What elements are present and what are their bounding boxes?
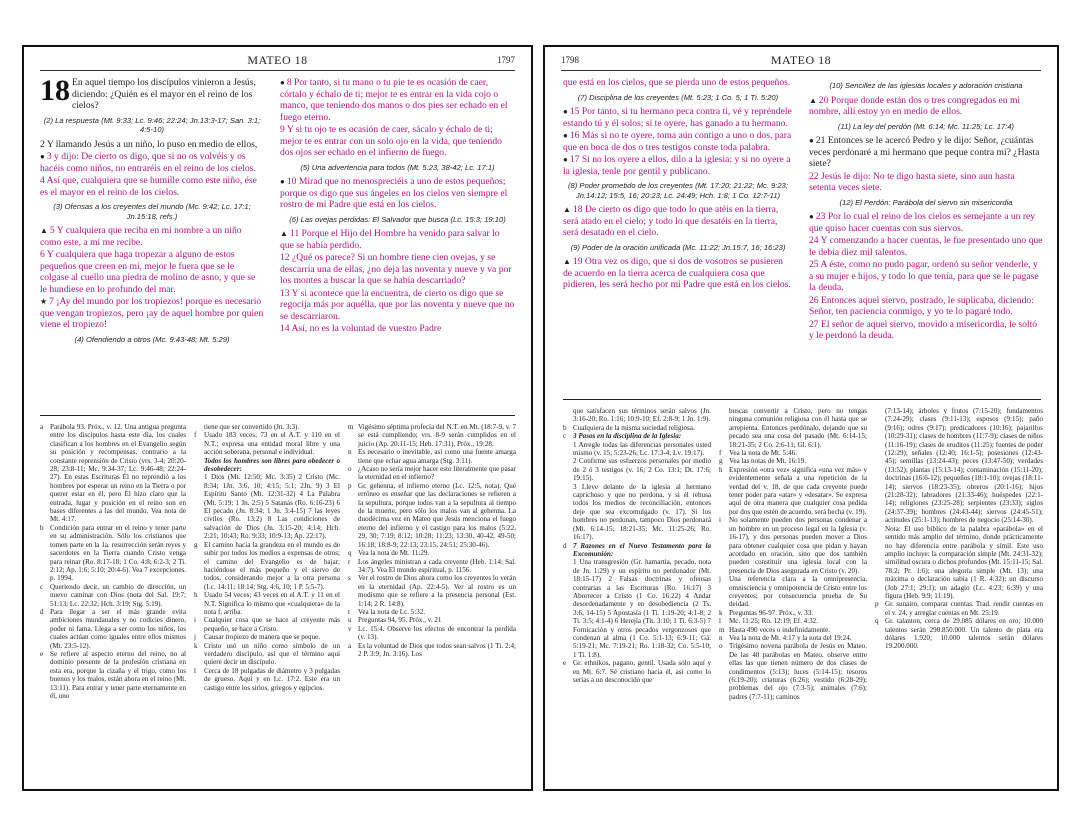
footnote [875,525,1043,601]
notes-separator [40,415,515,416]
verse [563,77,793,89]
footnote [40,650,186,700]
book-chapter-title: MATEO 18 [247,53,308,67]
footnote-text: Queriendo decir, un cambio de dirección, un nuevo caminar con Dios (nota del Sal. 19:7; 51:13; Lc. 22:32; Hch. 3:19; Stg. 5:19). [50,582,186,608]
footnote [719,575,867,609]
section-heading: (2) La respuesta (Mt. 9:33; Lc. 9:46; 22:24; Jn.13:3-17; San. 3:1; 4:5-10) [43,115,261,134]
footnote-text: Parábola 93. Próx., v. 12. Una antigua pregunta entre los discípulos hasta este día, los cuales clasifican a los hombres en el Evangelio según su posición y recompensas, contrario a la constante reprensión de Cristo (vrs. 3-4; 20:20-28; 23:8-11; Mc. 9:34-37; Lc. 9:46-48; 22:24-27). En estas Escrituras Él no reprendió a los hombres por esperar un reino en la Tierra o por querer estar en él, pero Él hizo claro que la entrada, lugar y posición en el reino son en bases diferentes a las del mundo. Vea nota de Mt. 4:17. [50,423,186,524]
footnote-text: que satisfacen sus términos serán salvos (Jn. 3:16-20; Ro. 1:16; 10:9-10; Ef. 2:8-9; 1 Jn. 1:9). [573,407,711,424]
verse [809,95,1043,118]
verse [809,235,1043,258]
footnote [719,457,867,465]
footnote-letter: o [719,642,723,651]
footnote-text: Vea la nota de Mt. 11:29. [358,549,430,558]
footnote-text: ¿Acaso no sería mejor hacer esto literalmente que pasar la eternidad en el infierno? [358,465,516,482]
footnote-letter: q [875,617,879,626]
footnote-letter: f [194,431,197,440]
footnote-letter: e [563,659,567,668]
verse [563,106,793,129]
verse [563,154,793,177]
footnote [563,659,711,684]
footnote-text: El camino hacia la grandeza en el mundo es de subir por todos los medios a expensas de otros; el camino del Evangelio es de bajar; haciéndose el más pequeño y el siervo de todos, considerando mejor a la otra persona (Lc. 14:11; 18:14; Stg. 4:6, 10; 1 P. 5:5-7). [204,540,340,591]
section-heading: (7) Disciplina de los creyentes (Mt. 5:23; 1 Co. 5; 1 Ti. 5:20) [577,92,779,102]
footnote [563,542,711,559]
footnote-text: Los ángeles ministran a cada creyente (Heb. 1:14; Sal. 34:7). Vea El mundo espiritual, p. 1156. [358,557,516,574]
footnote-text: Gr. talanton, cerca de 29.085 dólares en oro; 10.000 talentos serán 290.850.000. Un talento de plata era dólares 1.920; 10.000 talentos serán dólares 19.200.000. [885,617,1043,651]
text-column-1 [40,77,264,409]
footnote-text: Gr. sunairo, comparar cuentas. Trad. rendir cuentas en el v. 24, y arreglar cuentas en Mt. 25:19. [885,600,1043,617]
footnote [719,449,867,457]
verse [280,228,515,251]
verse-text: 19 Otra vez os digo, que si dos de vosotros se pusieren de acuerdo en la tierra acerca de cualquiera cosa que pidieren, les será hecho por mi Padre que está en los cielos. [563,256,791,290]
page-header [40,53,515,69]
verse [563,204,793,239]
section-heading: (6) Las ovejas perdidas: El Salvador que busca (Lc. 15:3; 19:10) [289,214,506,224]
verse [809,259,1043,294]
verse-text: 11 Porque el Hijo del Hombre ha venido para salvar lo que se había perdido. [280,228,500,251]
footnote-letter: d [563,541,567,550]
footnote [719,626,867,634]
verse [809,295,1043,318]
verse [40,296,264,331]
footnote-text: Hasta 490 veces o indefinidamente. [729,625,831,634]
footnote [194,591,340,616]
verse-marker-icon: ● [563,131,568,140]
footnote-letter: i [194,616,196,625]
verse-text: 24 Y comenzando a hacer cuentas, le fue presentado uno que le debía diez mil talentos. [809,235,1043,258]
footnote-letter: h [719,465,723,474]
notes-separator [563,399,1041,400]
footnote-letter: v [348,624,352,633]
verse-text: 27 El señor de aquel siervo, movido a misericordia, le soltó y le perdonó la deuda. [809,318,1038,341]
verse-text: 23 Por lo cual el reino de los cielos es semejante a un rey que quiso hacer cuentas con sus siervos. [809,211,1036,234]
text-column-2 [280,77,515,409]
footnote-text: Vea la nota de Lc. 5:32. [358,607,426,616]
verse-marker-icon: ★ [40,297,48,306]
footnote [348,642,516,659]
footnote [194,541,340,591]
footnote-text: Vea las notas de Mt. 16:19. [729,457,807,466]
footnote-letter: k [719,608,723,617]
footnote-text: 1 Dios (Mt. 12:50; Mc. 3:35) 2 Cristo (Mc. 8:34; 1Jn. 3:6, 10; 4:15; 5:1; 2Jn. 9) 3 El Espíritu Santo (Mt. 12:31-32) 4 La Palabra (Mt. 5:19; 1 Jn. 2:5) 5 Satanás (Ro. 6:16-23) 6 El pecado (Jn. 8:34; 1 Jn. 3:4-15) 7 las leyes civiles (Ro. 13:2) 8 Las condiciones de salvación de Dios (Jn. 3:15-20; 4:14; Hch. 2:21; 10:43; Ro. 9:33; 10:9-13; Ap. 22:17). [204,473,340,541]
footnote [348,549,516,557]
footnote [875,600,1043,617]
verse-marker-icon: ● [809,136,814,145]
header-rule [40,70,515,71]
verse [809,319,1043,342]
footnote-text: Vea la nota de Mt. 5:46. [729,449,797,458]
footnote-letter: a [348,641,352,650]
verse-text: 21 Entonces se le acercó Pedro y le dijo: Señor, ¿cuántas veces perdonaré a mi hermano que peque contra mí? ¿Hasta siete? [809,135,1040,169]
verse-text: que está en los cielos, que se pierda uno de estos pequeños. [563,77,791,88]
footnote-letter: f [719,449,722,458]
footnote-text: Es la voluntad de Dios que todos sean salvos (1 Ti. 2:4; 2 P. 3:9; Jn. 3:16). Los [358,641,516,658]
verse-text: 10 Mirad que no menospreciéis a uno de estos pequeños; porque os digo que sus ángeles en los cielos ven siempre el rostro de mi Padre que está en los cielos. [280,176,508,210]
verse-text: 22 Jesús le dijo: No te digo hasta siete, sino aun hasta setenta veces siete. [809,170,1015,193]
verse [280,77,515,123]
footnote [563,558,711,659]
verse-text: 20 Porque donde están dos o tres congregados en mi nombre, allí estoy yo en medio de ellos. [809,94,1021,117]
book-chapter-title: MATEO 18 [770,53,832,67]
footnote [194,457,340,474]
footnote [719,407,867,449]
footnote-letter: p [875,600,879,609]
verse-marker-icon: ▲ [40,226,48,235]
footnote [194,473,340,540]
verse [280,323,515,335]
footnote-text: Cristo usó un niño como símbolo de un verdadero discípulo, así que el término aquí quiere decir un discípulo. [204,641,340,667]
verse-text: 5 Y cualquiera que reciba en mi nombre a un niño como este, a mí me recibe. [40,225,242,248]
footnote [348,558,516,575]
section-heading: (12) El Perdón: Parábola del siervo sin misericordia [839,197,1013,207]
verse-marker-icon: ▲ [280,229,288,238]
verse-text: 17 Si no los oyere a ellos, dilo a la iglesia; y si no oyere a la iglesia, tenle por gentil y publicano. [563,154,791,177]
footnote-text: Preguntas 94, 95. Próx., v. 21 [358,616,442,625]
footnote-letter: m [719,625,725,634]
footnote-text: Vea la nota de Mt. 4:17 y la nota del 19:24. [729,633,852,642]
footnote-letter: p [348,481,352,490]
footnote-text: Mc. 11:25; Ro. 12:19; Ef. 4:32. [729,617,818,626]
footnote [348,608,516,616]
footnote-letter: r [348,557,351,566]
footnote-letter: l [719,617,721,626]
verse [809,135,1043,170]
footnote [348,448,516,465]
footnote [563,407,711,424]
page-header [561,53,1041,69]
verse [40,175,264,198]
verse [280,124,515,159]
verse-text: 26 Entonces aquel siervo, postrado, le suplicaba, diciendo: Señor, ten paciencia conmigo, y yo te lo pagaré todo. [809,294,1034,317]
verse-text: 2 Y llamando Jesús a un niño, lo puso en medio de ellos, [40,138,258,150]
footnote [563,483,711,542]
notes-column-1 [40,423,186,783]
footnote [719,634,867,642]
footnote-text: Condición para entrar en el reino y tener parte en su administración. Sólo los cristianos que tomen parte en la 1a. resurrección serán reyes y sacerdotes en la Tierra cuando Cristo venga para reinar (Ro. 8:17-18; 1 Co. 4:8; 6:2-3; 2 Ti. 2:12; Ap. 1:6; 5:10; 20:4-6). Vea 7 excepciones. p. 1994. [50,523,186,583]
footnote-text: Lc. 15:4. Observe los efectos de encontrar la perdida (v. 13). [358,624,516,642]
text-column-1 [563,77,793,393]
section-heading: (10) Sencillez de las iglesias locales y adoración cristiana [829,81,1023,90]
footnote-letter: n [348,448,352,457]
notes-column-2 [194,423,340,783]
notes-column-3 [348,423,516,783]
verse-text: 25 A éste, como no pudo pagar, ordenó su señor venderle, y a su mujer e hijos, y todo lo que tenía, para que se le pagase la deuda. [809,259,1039,293]
verse [40,225,264,248]
footnote [563,441,711,458]
footnote-text: 2 Confirme sus esfuerzos personales por medio de 2 ó 3 testigos (v. 16; 2 Co. 13:1; Dt. 17:6; 19:15). [573,457,711,483]
footnote-letter: a [40,423,44,431]
footnote [719,609,867,617]
section-heading: (3) Ofensas a los creyentes del mundo (Mc. 9:42; Lc. 17:1; Jn.15:18, refs.) [53,202,251,221]
footnote-letter: o [348,465,352,474]
footnote [40,583,186,608]
footnote-letter: j [719,575,721,584]
footnote [194,431,340,456]
footnote-text: Cerca de 18 pulgadas de diámetro y 3 pulgadas de grueso. Aquí y en Lc. 17:2. Este era un castigo entre los sirios, griegos y egipcios. [204,666,340,692]
footnote [194,633,340,641]
footnote [875,407,1043,525]
verse [280,252,515,287]
footnote-text: Causar tropiezo de manera que se peque. [204,633,321,642]
footnote [719,466,867,516]
footnote [194,423,340,431]
verse-marker-icon: ● [280,177,285,186]
footnote [719,516,867,575]
chapter-number: 18 [40,77,70,107]
footnote-text: Usado 54 veces; 43 veces en el A.T. y 11 en el N.T. Significa lo mismo que «cualquiera» de la nota f, arriba. [204,591,340,616]
verse-text: 9 Y si tu ojo te es ocasión de caer, sácalo y échalo de ti; mejor te es entrar con un solo ojo en la vida, que teniendo dos ojos ser echado en el infierno de fuego. [280,124,502,158]
footnote-letter: t [348,607,350,616]
footnote-letter: k [194,641,198,650]
footnote [40,423,186,524]
verse-text: 13 Y si acontece que la encuentra, de cierto os digo que se regocija más por aquélla, que por las noventa y nueve que no se descarriaron. [280,287,515,322]
footnote-text: Una referencia clara a la omnipresencia, omnisciencia y omnipotencia de Cristo entre los creyentes; por consecuencia prueba de Su deidad. [729,575,867,609]
verse-text: En aquel tiempo los discípulos vinieron a Jesús, diciendo: ¿Quién es el mayor en el reino de los cielos? [72,77,256,111]
footnote-text: Nota: El uso bíblico de la palabra «parábola» en el sentido más amplio del término, donde prácticamente no hay diferencia entre parábola y símil. Este uso amplio incluye: la comparación simple (Mt. 24:31-32); similitud oscura o dichos profundos (Mt. 15:11-15; Sal. 78:2; Pr. 1:6); una alegoría simple (Mt. 13); una máxima o declaración sabia (1 R. 4:32); un discurso (Job 27:1; 29:1); un adagio (Lc. 4:23; 6:39) y una figura (Heb. 9:9; 11:19). [885,524,1043,600]
footnote [348,625,516,642]
notes-column-2 [719,407,867,783]
section-heading: (9) Poder de la oración unificada (Mc. 11:22; Jn.15:7, 16; 16:23) [570,242,786,252]
footnote-letter: b [40,523,44,532]
verse [563,256,793,291]
footnote-letter: b [563,423,567,432]
right-page [543,45,1059,791]
verse [40,139,264,151]
footnote-text: Preguntas 96-97. Próx., v. 33. [729,608,814,617]
verse [40,249,264,295]
verse [563,130,793,153]
verse-text: 4 Así que, cualquiera que se humille como este niño, ése es el mayor en el reino de los cielos. [40,175,257,198]
footnote-text: 3 Lleve delante de la iglesia al hermano caprichoso y que no perdona, y si él rehusa todos los medios de reconciliación, entonces deje que sea excomulgado (v. 17). Si los hombres no perdonan, tampoco Dios perdonará (Mt. 6:14-15; 18:21-35; Mc. 11:25-26; Ro. 16:17). [573,482,711,542]
footnote-letter: c [40,582,44,591]
footnote [563,457,711,482]
footnote-letter: g [719,457,723,466]
verse-marker-icon: ● [809,212,814,221]
verse-marker-icon: ● [280,78,285,87]
footnote-letter: m [348,423,354,431]
footnote-text: 7 Razones en el Nuevo Testamento para la Excomunión: [573,541,711,558]
section-heading: (4) Ofendiendo a otros (Mc. 9:43-48; Mt. 5:29) [74,334,230,344]
verse-text: 18 De cierto os digo que todo lo que atéis en la tierra, será atado en el cielo; y todo lo que desatéis en la tierra, será desatado en el cielo. [563,204,779,238]
footnote-letter: s [348,574,351,583]
verse-marker-icon: ● [563,107,568,116]
verse-marker-icon: ▲ [563,257,571,266]
verse-text: 14 Así, no es la voluntad de vuestro Padre [280,323,442,334]
footnote-letter: d [40,607,44,616]
footnote-text: 1 Una transgresión (Gr. hamartia, pecado, nota de Jn. 1:29) y un espíritu no perdonador (Mt. 18:15-17) 2 Falsas doctrinas y ofensas contrarias a las Escrituras (Ro. 16:17) 3 Aborrecer a Cristo (1 Co. 16:22) 4 Andar desordenadamente y en desobediencia (2 Ts. 3:6, 14-15) 5 Apostasía (1 Ti. 1:19-20; 4:1-8; 2 Ti. 3:5; 4:1-4) 6 Herejía (Tit. 3:10; 1 Ti. 6:3-5) 7 Fornicación y otros pecados vergonzosos que condenan al alma (1 Co. 5:1-13; 6:9-11; Gá. 5:19-21; Mc. 7:19-21; Ro. 1:18-32; Co. 5:5-10; 1 Ti. 1:8). [573,558,711,659]
footnote [194,616,340,633]
footnote-text: Es necesario o inevitable, así como una fuente amarga tiene que echar agua amarga (Stg. 3:11). [358,448,516,465]
verse-marker-icon: ▲ [563,205,571,214]
footnote-text: Para llegar a ser el más grande evita ambiciones mundanales y no codicies dinero, poder ni fama. Llega a ser como los niños, los cuales actúan como iguales entre ellos mismos (Mt. 23:5-12). [50,607,186,650]
footnote-letter: e [40,649,44,658]
footnote [563,424,711,432]
verse-text: 8 Por tanto, si tu mano o tu pie te es ocasión de caer, córtalo y échalo de ti; mejor te es entrar en la vida cojo o manco, que teniendo dos manos o dos pies ser echado en el fuego eterno. [280,77,508,123]
footnote-text: 1 Arregle todas las diferencias personales usted mismo (v. 15; 5:23-26; Lc. 17:3-4; Lv. 19:17). [573,440,711,458]
verse [280,288,515,323]
footnote [194,642,340,667]
footnote [194,667,340,692]
footnote-text: Vigésimo séptima profecía del N.T. en Mt. (18:7-9, v. 7 se está cumpliendo; vrs. 8-9 serán cumplidos en el juicio (Ap. 20:11-15; Heb. 17:31). Próx., 19:28. [358,423,516,448]
footnote-letter: l [194,666,196,675]
footnote-letter: u [348,616,352,625]
footnote [719,642,867,701]
footnote [40,524,186,583]
left-page [22,45,533,791]
footnote-text: Gr. ethnikos, pagano, gentil. Usada sólo aquí y en Mt. 6:7. Sé cristiano hacia él, así como lo serías a un desconocido que [573,659,711,684]
footnote-letter: q [348,549,352,558]
footnote-text: Cualquiera de la misma sociedad religiosa. [573,423,695,432]
verse-text: 16 Más si no te oyere, toma aún contigo a uno o dos, para que en boca de dos o tres testigos conste toda palabra. [563,130,792,153]
footnote [348,616,516,624]
footnote-text: Se refiere al aspecto eterno del reino, no al dominio presente de la profesión cristiana en esta era, porque la cizaña y el trigo, como los buenos y los malos, están ahora en el reino (Mt. 13:11). Para entrar y tener parte eternamente en él, uno [50,649,186,700]
footnote-text: Usado 183 veces; 73 en el A.T. y 110 en el N.T.; expresa una entidad moral libre y una acción soberana, personal e individual. [204,431,340,457]
header-rule [561,70,1041,71]
notes-column-3 [875,407,1043,783]
verse [809,211,1043,234]
footnote-letter: h [194,591,198,600]
verse-marker-icon: ● [563,155,568,164]
footnote [40,608,186,650]
footnote-text: Ver el rostro de Dios ahora como los creyentes lo verán en la eternidad (Ap. 22:4-5). Ver al rostro es un modismo que se refiere a la presencia personal (Est. 1:14; 2 R. 14:8). [358,574,516,608]
footnote [719,617,867,625]
verse-text: 7 ¡Ay del mundo por los tropiezos! porque es necesario que vengan tropiezos, pero ¡ay de aquel hombre por quien viene el tropiezo! [40,296,264,330]
footnote [875,617,1043,651]
footnote-text: buscas convertir a Cristo, pero no tengas ninguna comunión religiosa con él hasta que se arrepienta. Entonces perdónalo, dejando que su pecado sea una cosa del pasado (Mt. 6:14-15; 18:21-35; 2 Co. 2:6-11; Gl. 6:1). [729,407,867,449]
page-number: 1798 [561,55,579,65]
section-heading: (11) La ley del perdón (Mt. 6:14; Mc. 11:25; Lc. 17:4) [837,121,1015,131]
verse-text: 6 Y cualquiera que haga tropezar a alguno de estos pequeños que creen en mí, mejor le fuera que se le colgase al cuello una piedra de molino de asno, y que se le hundiese en lo profundo del mar. [40,249,256,295]
footnote-text: Cualquier cosa que se hace al creyente más pequeño, se hace a Cristo. [204,616,340,633]
footnote-text: 3 Pasos en la disciplina de la Iglesia: [573,432,682,441]
footnote-letter: c [563,432,567,441]
footnote [563,432,711,440]
verse [280,176,515,211]
section-heading: (8) Poder prometido de los creyentes (Mt. 17:20; 21:22; Mc. 9:23; Jn.14:12; 15:5, 16; 20:23; Lc. 24:49; Hch. 1:8; 1 Co. 12:7-11) [568,181,788,200]
footnote-letter: n [719,633,723,642]
footnote-letter: g [194,540,198,549]
verse [40,77,264,112]
text-column-2 [809,77,1043,393]
footnote [348,482,516,549]
footnote-text: Todos los hombres son libres para obedecer o desobedecer: [204,456,340,474]
footnote-text: Expresión «otra vez» significa «una vez más» y evidentemente señala a una repetición de la verdad del v. 18, de que cada creyente puede tener poder para «atar» y «desatar». Se expresa aquí de otra manera que cualquier cosa pedida por dos que estén de acuerdo, será hecha (v. 19). [729,465,867,516]
footnote-text: Trigésimo novena parábola de Jesús en Mateo. De las 48 parábolas en Mateo, observe entre ellas las que tienen número de dos clases de condimentos (5:13); luces (5:14-15); tesoros (6:19-20); criaturas (6:26); vestido (6:28-29); problemas del ojo (7:3-5); animales (7:6); padres (7:7-11); caminos [729,642,867,701]
footnote-text: tiene que ser convertido (Jn. 3:3). [204,423,300,431]
verse [40,151,264,174]
footnote-text: Gr. gehenna, el infierno eterno (Lc. 12:5, nota). Qué erróneo es enseñar que las declaraciones se refieren a la sepultura, porque todos van a la sepultura al tiempo de la muerte, pero sólo los malos van al gehenna. La duodécima vez en Mateo que Jesús menciona el fuego eterno del infierno y el castigo para los malos (5:22, 29, 30; 7:19; 8:12; 10:28; 11:23; 13:30, 40-42, 49-50; 16:18; 18:8-9; 22:13; 23:15, 24:51; 25:30-46). [358,481,516,549]
verse-marker-icon: ▲ [809,95,817,105]
verse-text: 3 y dijo: De cierto os digo, que si no os volvéis y os hacéis como niños, no entraréis en el reino de los cielos. [40,151,256,174]
footnote-letter: j [194,633,196,642]
footnote [348,574,516,608]
notes-column-1 [563,407,711,783]
section-heading: (5) Una advertencia para todos (Mt. 5:23, 38-42; Lc. 17:1) [300,162,495,172]
verse [809,171,1043,194]
page-number: 1797 [497,55,515,65]
verse-marker-icon: ● [40,152,45,161]
footnote [348,465,516,482]
footnote-text: (7:13-14); árboles y frutos (7:15-20); fundamentos (7:24-29); clases (9:11-13); esposos (9:15); paño (9:16); odres (9:17); predicadores (10:16); pajarillos (10:29-31); clases de hombres (11:7-9); clases de niños (11:16-19); clases de eruditos (11:25); fuentes de poder (12:29); señales (12:40; 16:1-5); posesiones (12:43-45); semillas (13:24-43); peces (13:47-50); verdades (13:52); plantas (15:13-14); contaminación (15:11-20); doctrinas (16:6-12); pequeños (18:1-10); ovejas (18:11-14); siervos (18:23-35); obreros (20:1-16); hijos (21:28-32); labradores (21:33-46); huéspedes (22:1-14); religiones (23:25-28); serpientes (23:33); siglos (24:37-39); hombres (24:43-44); siervos (24:45-51); actitudes (25:1-13); hombres de negocio (25:14-30). [885,407,1043,525]
verse-text: 12 ¿Qué os parece? Si un hombre tiene cien ovejas, y se descarría una de ellas, ¿no deja las noventa y nueve y va por los montes a buscar la que se había descarriado? [280,252,512,286]
footnote [348,423,516,448]
verse-text: 15 Por tanto, si tu hermano peca contra ti, vé y repréndele estando tú y él solos; si te oyere, has ganado a tu hermano. [563,106,792,129]
footnote-letter: i [719,516,721,525]
footnote-text: No solamente pueden dos personas condenar a un hombre en un proceso legal en la Iglesia (v. 16-17), y dos personas pueden mover a Dios para obtener cualquier cosa que pidan y hayan acordado en oración, sino que dos también pueden constituir una iglesia local con la presencia de Dios asegurada en Cristo (v. 20). [729,516,867,575]
